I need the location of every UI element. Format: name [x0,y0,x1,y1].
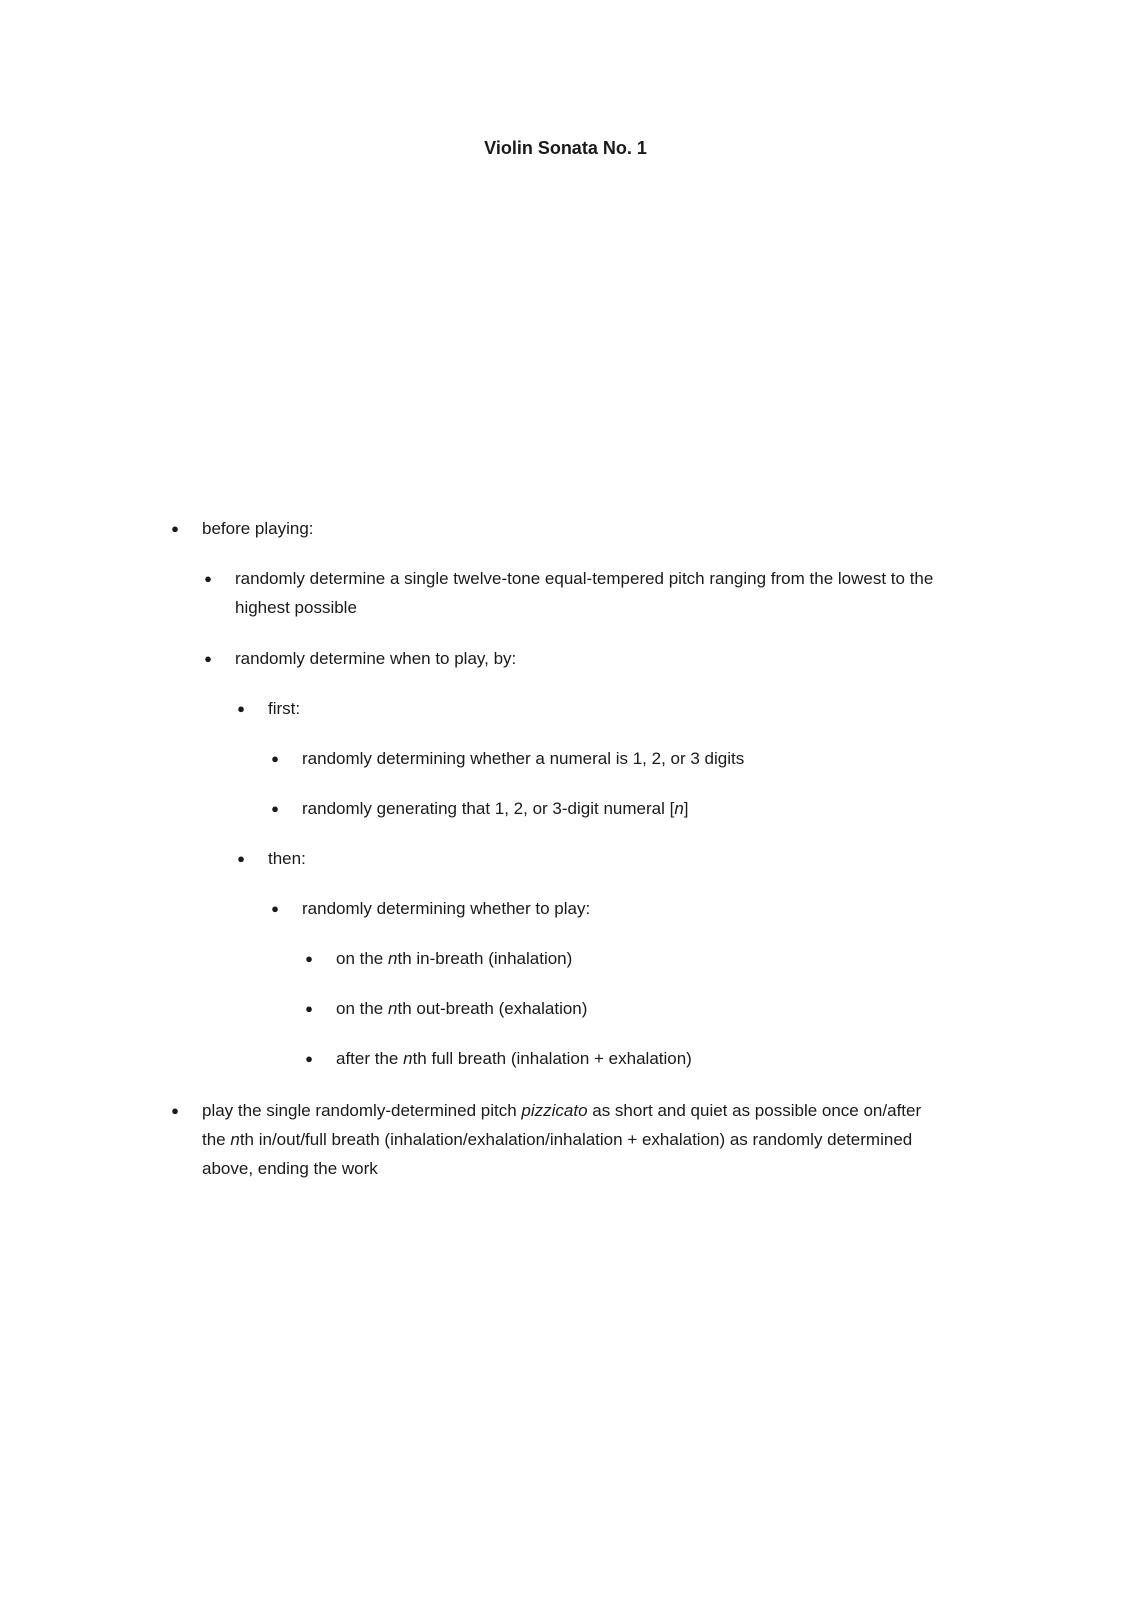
bullet-icon: ● [305,951,313,966]
list-item-text: randomly determine a single twelve-tone equal-tempered pitch ranging from the lowest to the highest possible [235,569,934,617]
list-item-text: randomly determining whether a numeral is 1, 2, or 3 digits [302,749,745,768]
list-item-text: before playing: [202,519,314,538]
list-item [271,894,982,923]
document-title: Violin Sonata No. 1 [484,138,647,158]
bullet-icon: ● [204,571,212,586]
list-item [204,644,980,673]
list-item-text: then: [268,849,306,868]
list-item [171,1096,942,1183]
list-item [237,694,968,723]
bullet-icon: ● [271,801,279,816]
list-item-text: randomly determining whether to play: [302,899,591,918]
list-item-text: randomly generating that 1, 2, or 3-digit numeral [n] [302,799,689,818]
list-item [204,564,980,622]
list-item [271,794,982,823]
list-item-text: on the nth out-breath (exhalation) [336,999,588,1018]
list-item-text: play the single randomly-determined pitch pizzicato as short and quiet as possible once on/after the nth in/out/full breath (inhalation/exhalation/inhalation + exhalation) as randomly determined above, ending the work [202,1101,922,1178]
list-item [171,514,982,543]
list-item-text: on the nth in-breath (inhalation) [336,949,573,968]
bullet-icon: ● [237,701,245,716]
list-item-text: after the nth full breath (inhalation + exhalation) [336,1049,692,1068]
bullet-icon: ● [171,521,179,536]
list-item [271,744,982,773]
bullet-icon: ● [305,1051,313,1066]
bullet-icon: ● [305,1001,313,1016]
bullet-icon: ● [204,651,212,666]
bullet-icon: ● [237,851,245,866]
list-item-text: first: [268,699,301,718]
list-item [305,1044,986,1073]
list-item [305,994,986,1023]
bullet-icon: ● [271,751,279,766]
list-item [237,844,968,873]
bullet-icon: ● [171,1103,179,1118]
bullet-icon: ● [271,901,279,916]
list-item-text: randomly determine when to play, by: [235,649,517,668]
list-item [305,944,986,973]
